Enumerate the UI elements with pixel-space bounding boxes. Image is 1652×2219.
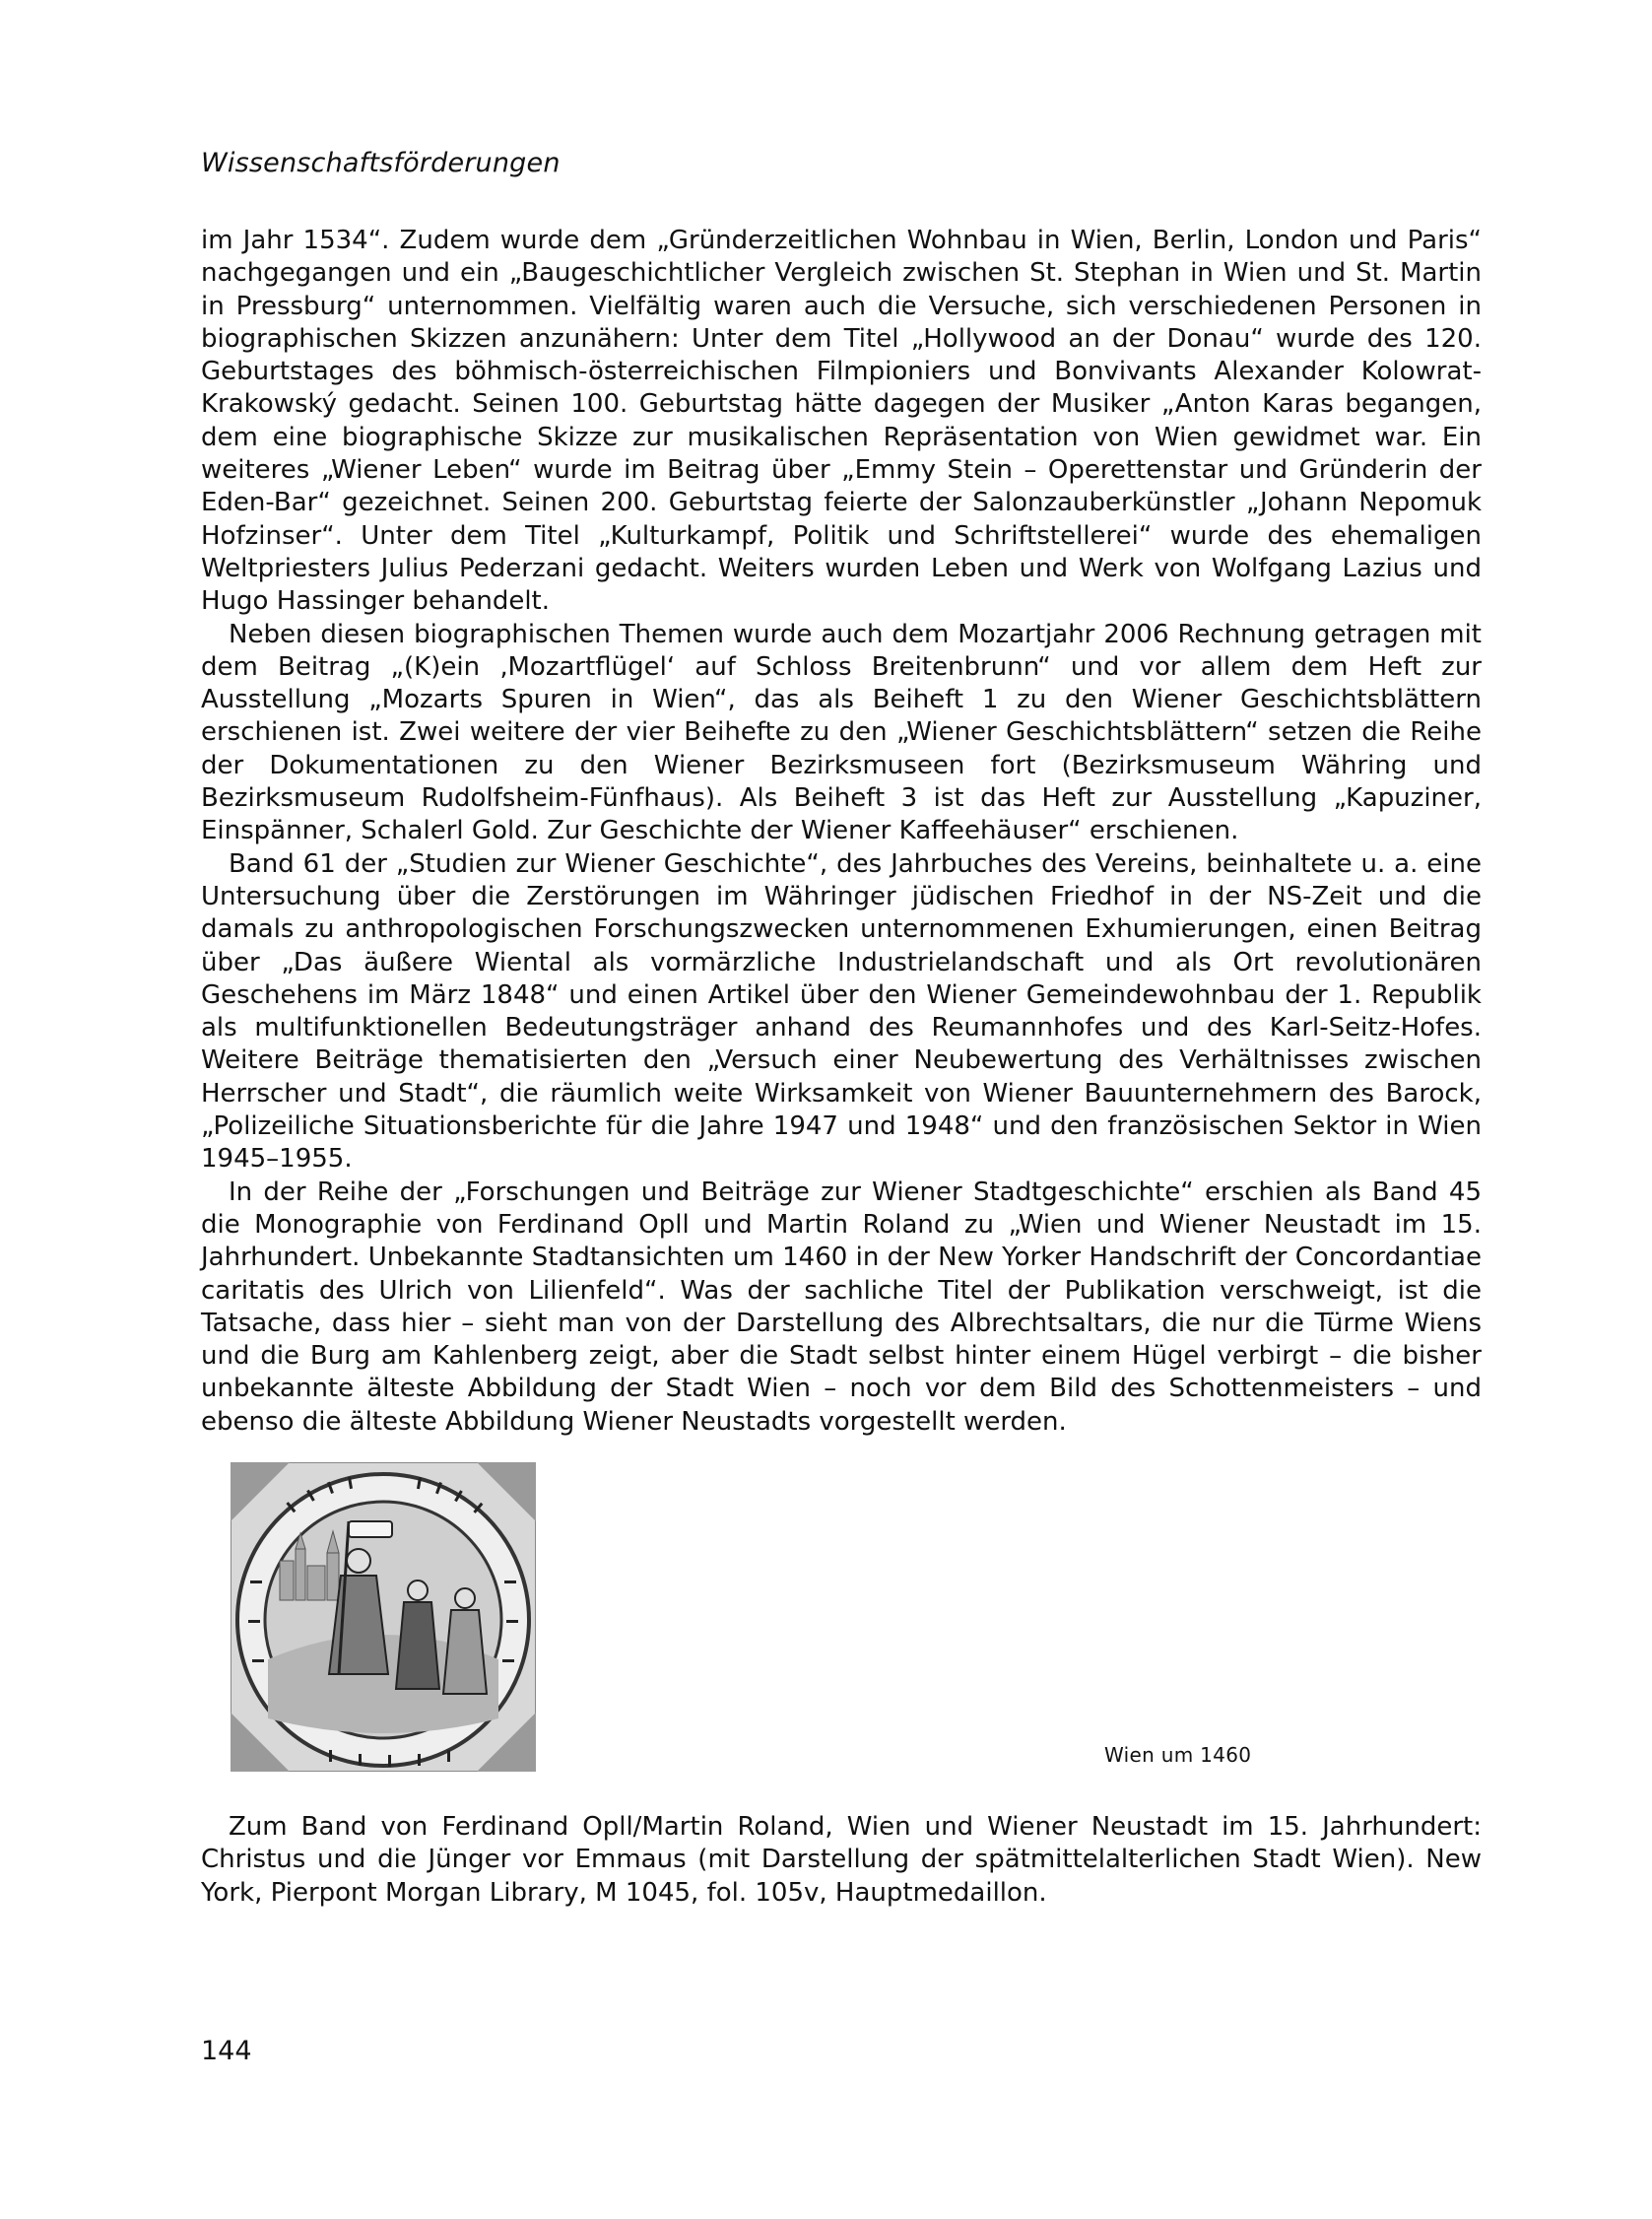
running-head: Wissenschaftsförderungen (201, 148, 561, 178)
figure-caption: Wien um 1460 (1104, 1743, 1252, 1767)
page-number: 144 (201, 2036, 252, 2066)
figure-description (201, 1811, 1482, 1910)
paragraph-2: Neben diesen biographischen Themen wurde auch dem Mozartjahr 2006 Rechnung getragen mit dem Beitrag „(K)ein ‚Mozartflügel‘ auf Schloss Breitenbrunn“ und vor allem dem Heft zur Ausstellung „Mozarts Spuren in Wien“, das als Beiheft 1 zu den Wiener Geschichtsblättern erschienen ist. Zwei weitere der vier Beihefte zu den „Wiener Geschichtsblättern“ setzen die Reihe der Dokumentationen zu den Wiener Bezirksmuseen fort (Bezirksmuseum Währing und Bezirksmuseum Rudolfsheim-Fünfhaus). Als Beiheft 3 ist das Heft zur Ausstellung „Kapuziner, Einspänner, Schalerl Gold. Zur Geschichte der Wiener Kaffeehäuser“ erschienen. (201, 619, 1482, 846)
body-text (201, 225, 1482, 1439)
paragraph-4: In der Reihe der „Forschungen und Beiträge zur Wiener Stadtgeschichte“ erschien als Band 45 die Monographie von Ferdinand Opll und Martin Roland zu „Wien und Wiener Neustadt im 15. Jahrhundert. Unbekannte Stadtansichten um 1460 in der New Yorker Handschrift der Concordantiae caritatis des Ulrich von Lilienfeld“. Was der sachliche Titel der Publikation verschweigt, ist die Tatsache, dass hier – sieht man von der Darstellung des Albrechtsaltars, die nur die Türme Wiens und die Burg am Kahlenberg zeigt, aber die Stadt selbst hinter einem Hügel verbirgt – die bisher unbekannte älteste Abbildung der Stadt Wien – noch vor dem Bild des Schottenmeisters – und ebenso die älteste Abbildung Wiener Neustadts vorgestellt werden. (201, 1177, 1482, 1437)
paragraph-1: im Jahr 1534“. Zudem wurde dem „Gründerzeitlichen Wohnbau in Wien, Berlin, London und Paris“ nachgegangen und ein „Baugeschichtlicher Vergleich zwischen St. Stephan in Wien und St. Martin in Pressburg“ unternommen. Vielfältig waren auch die Versuche, sich verschiedenen Personen in biographischen Skizzen anzunähern: Unter dem Titel „Hollywood an der Donau“ wurde des 120. Geburtstages des böhmisch-österreichischen Filmpioniers und Bonvivants Alexander Kolowrat-Krakowský gedacht. Seinen 100. Geburtstag hätte dagegen der Musiker „Anton Karas begangen, dem eine biographische Skizze zur musikalischen Repräsentation von Wien gewidmet war. Ein weiteres „Wiener Leben“ wurde im Beitrag über „Emmy Stein – Operettenstar und Gründerin der Eden-Bar“ gezeichnet. Seinen 200. Geburtstag feierte der Salonzauberkünstler „Johann Nepomuk Hofzinser“. Unter dem Titel „Kulturkampf, Politik und Schriftstellerei“ wurde des ehemaligen Weltpriesters Julius Pederzani gedacht. Weiters wurden Leben und Werk von Wolfgang Lazius und Hugo Hassinger behandelt. (201, 226, 1482, 617)
medallion-illustration (231, 1462, 536, 1772)
paragraph-3: Band 61 der „Studien zur Wiener Geschichte“, des Jahrbuches des Vereins, beinhaltete u. a. eine Untersuchung über die Zerstörungen im Währinger jüdischen Friedhof in der NS-Zeit und die damals zu anthropologischen Forschungszwecken unternommenen Exhumierungen, einen Beitrag über „Das äußere Wiental als vormärzliche Industrielandschaft und als Ort revolutionären Geschehens im März 1848“ und einen Artikel über den Wiener Gemeindewohnbau der 1. Republik als multifunktionellen Bedeutungsträger anhand des Reumannhofes und des Karl-Seitz-Hofes. Weitere Beiträge thematisierten den „Versuch einer Neubewertung des Verhältnisses zwischen Herrscher und Stadt“, die räumlich weite Wirksamkeit von Wiener Bauunternehmern des Barock, „Polizeiliche Situationsberichte für die Jahre 1947 und 1948“ und den französischen Sektor in Wien 1945–1955. (201, 848, 1482, 1175)
medieval-medallion-image (231, 1462, 536, 1772)
figure-description-text: Zum Band von Ferdinand Opll/Martin Roland, Wien und Wiener Neustadt im 15. Jahrhundert: Christus und die Jünger vor Emmaus (mit Darstellung der spätmittelalterlichen Stadt Wien). New York, Pierpont Morgan Library, M 1045, fol. 105v, Hauptmedaillon. (201, 1812, 1482, 1908)
